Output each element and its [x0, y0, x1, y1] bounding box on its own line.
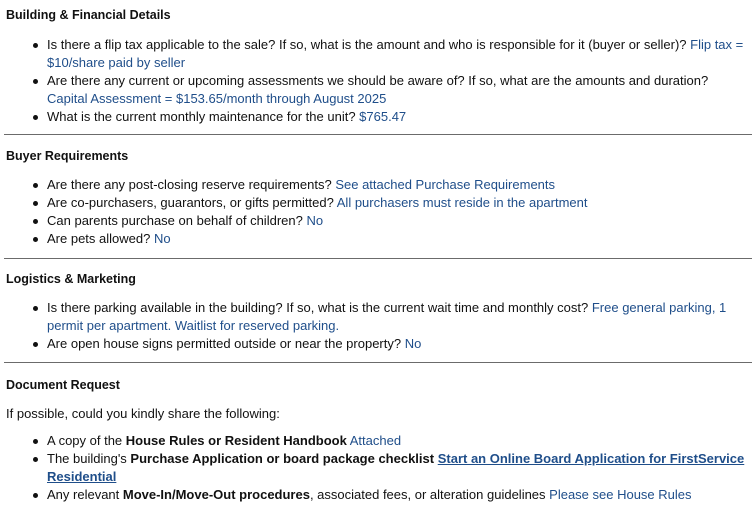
list-item [0, 486, 756, 504]
document-intro: If possible, could you kindly share the following: [6, 406, 280, 421]
list-item [0, 432, 756, 450]
list-item [0, 299, 756, 335]
section-heading-buyer: Buyer Requirements [6, 149, 129, 163]
question-text: Can parents purchase on behalf of children? [47, 213, 303, 228]
question-text: Are there any post-closing reserve requirements? [47, 177, 332, 192]
question-text: Is there a flip tax applicable to the sale? If so, what is the amount and who is responsible for it (buyer or seller)? [47, 37, 687, 52]
answer-text: Please see House Rules [549, 487, 692, 502]
documents-list [0, 432, 756, 504]
item-text: A copy of the [47, 433, 126, 448]
answer-text: No [404, 336, 422, 351]
item-text: , associated fees, or alteration guidelines [309, 487, 550, 502]
list-item [0, 36, 756, 72]
answer-text: No [153, 231, 171, 246]
list-item [0, 335, 756, 353]
divider [4, 258, 752, 259]
list-item [0, 72, 756, 108]
item-text: The building's [47, 451, 131, 466]
section-heading-building: Building & Financial Details [6, 8, 171, 22]
question-text: Are pets allowed? [47, 231, 151, 246]
answer-text: $765.47 [359, 109, 407, 124]
answer-text: Free general parking, 1 permit per apartment. Waitlist for reserved parking. [47, 300, 727, 333]
list-item [0, 450, 756, 486]
question-text: Is there parking available in the building? If so, what is the current wait time and monthly cost? [47, 300, 589, 315]
building-list [0, 36, 756, 126]
answer-text: Capital Assessment = $153.65/month through August 2025 [47, 91, 387, 106]
answer-text: Attached [349, 433, 402, 448]
question-text: Are open house signs permitted outside or near the property? [47, 336, 405, 351]
list-item [0, 176, 756, 194]
divider [4, 362, 752, 363]
item-text: Any relevant [47, 487, 123, 502]
answer-text: No [306, 213, 324, 228]
logistics-list [0, 299, 756, 353]
board-application-link[interactable]: Start an Online Board Application for FirstService Residential [47, 451, 745, 484]
section-heading-documents: Document Request [6, 378, 120, 392]
item-bold-text: House Rules or Resident Handbook [125, 433, 347, 448]
question-text: Are co-purchasers, guarantors, or gifts permitted? [47, 195, 334, 210]
answer-text: Flip tax = $10/share paid by seller [47, 37, 744, 70]
list-item [0, 230, 756, 248]
item-bold-text: Purchase Application or board package checklist [130, 451, 435, 466]
divider [4, 134, 752, 135]
question-text: Are there any current or upcoming assessments we should be aware of? If so, what are the amounts and duration? [47, 73, 709, 88]
answer-text: See attached Purchase Requirements [335, 177, 556, 192]
buyer-list [0, 176, 756, 248]
list-item [0, 194, 756, 212]
section-heading-logistics: Logistics & Marketing [6, 272, 136, 286]
item-bold-text: Move-In/Move-Out procedures [122, 487, 310, 502]
list-item [0, 108, 756, 126]
question-text: What is the current monthly maintenance for the unit? [47, 109, 356, 124]
list-item [0, 212, 756, 230]
answer-text: All purchasers must reside in the apartment [336, 195, 588, 210]
